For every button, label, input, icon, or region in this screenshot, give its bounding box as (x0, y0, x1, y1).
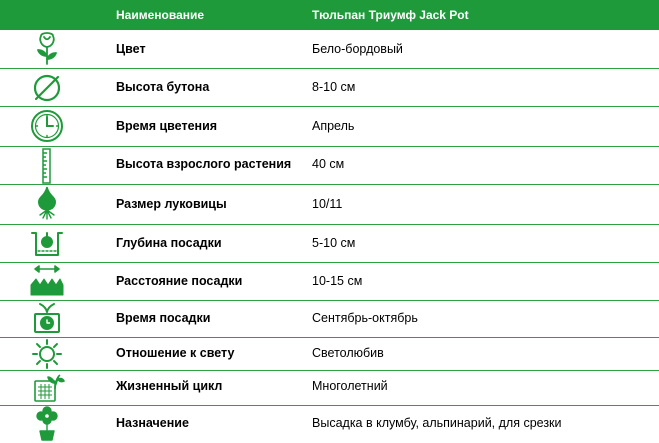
row-value: 10-15 см (312, 274, 363, 288)
header-value: Тюльпан Триумф Jack Pot (312, 8, 469, 22)
table-row (0, 225, 659, 263)
row-value: 40 см (312, 157, 345, 171)
bulb-icon (28, 185, 66, 223)
table-row (0, 263, 659, 301)
table-row (0, 147, 659, 185)
table-row (0, 30, 659, 69)
table-row (0, 371, 659, 406)
diameter-icon (28, 69, 66, 107)
row-name: Глубина посадки (116, 236, 222, 250)
table-row (0, 69, 659, 107)
row-name: Время цветения (116, 119, 218, 133)
row-value: Светолюбив (312, 346, 384, 360)
sun-icon (28, 335, 66, 373)
row-value: Высадка в клумбу, альпинарий, для срезки (312, 416, 562, 430)
row-value: Сентябрь-октябрь (312, 311, 418, 325)
calendar-plant-icon (28, 369, 66, 407)
planting-depth-icon (28, 225, 66, 263)
row-name: Жизненный цикл (116, 379, 223, 393)
planting-time-icon (28, 300, 66, 338)
row-value: 8-10 см (312, 80, 356, 94)
row-name: Время посадки (116, 311, 211, 325)
planting-distance-icon (28, 263, 66, 301)
table-row (0, 185, 659, 225)
flower-pot-icon (28, 405, 66, 443)
row-name: Высота бутона (116, 80, 210, 94)
row-value: Апрель (312, 119, 355, 133)
table-row (0, 301, 659, 338)
table-header (0, 0, 659, 30)
row-value: 10/11 (312, 197, 343, 211)
clock-icon (28, 107, 66, 145)
row-value: 5-10 см (312, 236, 356, 250)
ruler-icon (28, 147, 66, 185)
row-name: Высота взрослого растения (116, 157, 292, 171)
row-value: Бело-бордовый (312, 42, 403, 56)
table-row (0, 338, 659, 371)
rose-icon (28, 30, 66, 68)
row-name: Размер луковицы (116, 197, 227, 211)
header-name: Наименование (116, 8, 205, 22)
table-row (0, 107, 659, 147)
table-row (0, 406, 659, 443)
row-name: Назначение (116, 416, 189, 430)
row-name: Отношение к свету (116, 346, 235, 360)
row-name: Расстояние посадки (116, 274, 243, 288)
row-name: Цвет (116, 42, 146, 56)
row-value: Многолетний (312, 379, 388, 393)
